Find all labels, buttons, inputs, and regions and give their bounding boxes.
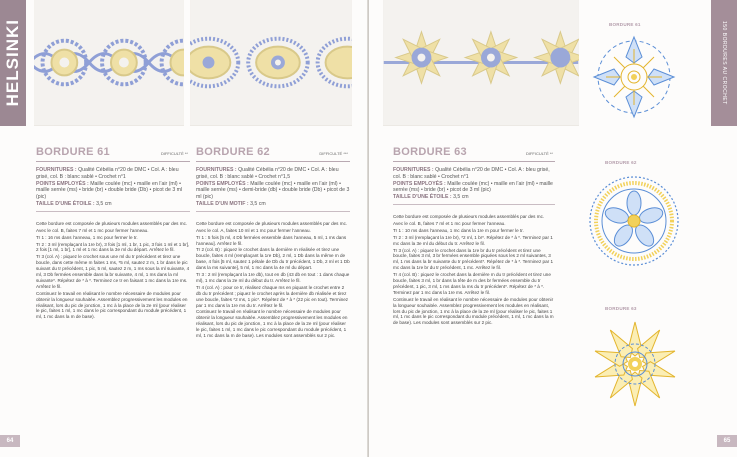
size-text: 3,5 cm [96, 200, 112, 207]
lace-photo-62 [190, 0, 352, 125]
left-page [0, 0, 368, 457]
supplies-label: FOURNITURES : [393, 167, 434, 173]
stitches-text: Maille coulée (mc) • maille en l’air (ml) • maille serrée (ms) • bride (br) • picot de 3 ml (pic) [393, 180, 553, 194]
instruction-paragraph: Tr 3 (col. A) : piquez le crochet dans la 1re br du tr précédent et tirez une boucle, faites 3 ml, 3 br fermées ensemble piquées sous les 2 ml suivantes, 3 ml, 1 ms dans la br suivante du tr précédent*. Répétez de * à *. Terminez par 1 mc dans la 1re br du tr précédent, 1 mc. Arrêtez le fil. [393, 247, 554, 271]
instruction-paragraph: Tr 3 (col. A) : piquez le crochet sous une ml du tr précédent et tirez une boucle, dans cette même m faites 1 ms, *5 ml, sautez 2 m, 1 br dans le pic suivant du tr précédent, 1 pic, 5 ml, sautez 2 m, 1 ms sous la ml suivante, 4 ml, 3 Db fermées ensemble dans la br suivante, 4 ml, 1 ms dans la ml suivante*. Répétez de * à *. Terminez ce tr en faisant 1 mc dans la 1re ms. Arrêtez le fil. [36, 254, 190, 289]
size-label: TAILLE D’UNE ÉTOILE : [393, 194, 452, 201]
instruction-paragraph: Continuez le travail en réalisant le nombre nécessaire de modules pour obtenir la longueur souhaitée. Assemblez progressivement les modules en réalisant, lors du pic de jonction, 1 mc à la place de la 2e ml (pour réaliser le pic, faites 1 ml, 1 mc dans le pic correspondant du module précédent, 1 ml, 1 mc dans la m de base). Les modules sont assemblés sur 2 pic. [196, 309, 348, 339]
stitches-label: POINTS EMPLOYÉS : [36, 180, 89, 187]
pattern-61-specs [36, 167, 190, 212]
pattern-61 [36, 146, 190, 321]
pattern-63-header [393, 146, 555, 162]
size-label: TAILLE D’UNE ÉTOILE : [36, 200, 95, 207]
lace-photo-63 [383, 0, 579, 125]
size-text: 3,5 cm [250, 200, 266, 207]
pattern-63-difficulty: DIFFICULTÉ ** [525, 151, 553, 156]
instruction-paragraph: Avec le col. B, faites 7 ml et 1 mc pour fermer l’anneau. [393, 220, 506, 226]
instruction-paragraph: Tr 1 : 16 ms dans l’anneau, 1 mc pour fermer le tr. [36, 234, 138, 240]
stitches-text: Maille coulée (mc) • maille en l’air (ml) • maille serrée (ms) • demi-bride (db) • double bride (Db) • picot de 3 ml (pic) [196, 180, 350, 201]
pattern-62-specs [196, 167, 350, 212]
instruction-paragraph: Continuez le travail en réalisant le nombre nécessaire de modules pour obtenir la longueur souhaitée. Assemblez progressivement les modules en réalisant, lors du pic de jonction, 1 mc à la place de la 2e ml (pour réaliser le pic, faites 1 ml, 1 mc dans le pic correspondant du module précédent, 1 ml, 1 mc dans la m de base). [36, 290, 188, 320]
instruction-paragraph: Avec le col. A, faites 10 ml et 1 mc pour fermer l’anneau. [196, 227, 311, 233]
pattern-62-header [196, 146, 350, 162]
pattern-61-difficulty: DIFFICULTÉ ** [160, 151, 188, 156]
instruction-paragraph: Tr 2 : 3 ml (remplaçant la 1re br), 3 fois [1 ml, 1 br, 1 pic, 3 fois 1 ml et 1 br], 2 fois [1 ml, 1 br], 1 ml et 1 mc dans la 3e ml du départ. Arrêtez le fil. [36, 241, 190, 253]
photo-bordure-63 [383, 0, 579, 126]
instruction-paragraph: Cette bordure est composée de plusieurs modules assemblés par des mc. [36, 220, 188, 226]
supplies-text: Qualité Cébélia n°20 de DMC • Col. A : bleu grisé, col. B : blanc sablé • Crochet n°1,5 [196, 167, 339, 180]
photo-bordure-62 [190, 0, 352, 126]
size-label: TAILLE D’UN MOTIF : [196, 200, 249, 207]
pattern-63 [393, 146, 555, 327]
instruction-paragraph: Avec le col. B, faites 7 ml et 1 mc pour fermer l’anneau. [36, 227, 149, 233]
stitches-text: Maille coulée (mc) • maille en l’air (ml) • maille serrée (ms) • bride (br) • double bride (Db) • picot de 3 ml (pic) [36, 180, 183, 201]
pattern-63-instructions [393, 214, 555, 326]
diagram-61 [591, 34, 677, 120]
supplies-text: Qualité Cébélia n°20 de DMC • Col. A : bleu grisé, col. B : blanc sablé • Crochet n°1 [36, 167, 179, 180]
chapter-tab [0, 0, 26, 126]
pattern-63-title: BORDURE 63 [393, 146, 467, 158]
diagram-62 [587, 174, 681, 268]
pattern-61-header [36, 146, 190, 162]
book-title-tab [711, 0, 737, 126]
chapter-tab-label: HELSINKI [3, 19, 22, 107]
diagram-63 [589, 318, 681, 410]
pattern-62 [196, 146, 350, 340]
stitches-label: POINTS EMPLOYÉS : [393, 180, 446, 187]
diagram-63-label: BORDURE 63 [605, 306, 637, 311]
instruction-paragraph: Cette bordure est composée de plusieurs modules assemblés par des mc. [393, 213, 545, 219]
lace-photo-61 [34, 0, 184, 125]
instruction-paragraph: Tr 2 : 3 ml (remplaçant la 1re br), *2 ml, 1 br*. Répétez de * à *. Terminez par 1 mc dans la 3e ml du début du tr. Arrêtez le fil. [393, 234, 553, 246]
page-number-right: 65 [717, 435, 737, 447]
page-number-left: 64 [0, 435, 20, 447]
supplies-label: FOURNITURES : [36, 167, 77, 173]
pattern-62-instructions [196, 221, 350, 339]
stitches-label: POINTS EMPLOYÉS : [196, 180, 249, 187]
supplies-text: Qualité Cébélia n°20 de DMC • Col. A : bleu grisé, col. B : blanc sablé • Crochet n°1 [393, 167, 550, 180]
instruction-paragraph: Tr 4 (col. A) : pour ce tr, réalisez chaque ms en piquant le crochet entre 2 db du tr précédent ; piquez le crochet après la dernière db réalisée et tirez une boucle, faites *2 ms, 1 pic*. Répétez de * à * (22 pic en tout). Terminez par 1 mc dans la 1re ms du tr. Arrêtez le fil. [196, 284, 349, 308]
instruction-paragraph: Tr 2 (col. B) : piquez le crochet dans la dernière m réalisée et tirez une boucle, faites 4 ml (remplaçant la 1re Db), 2 ml, 1 Db dans la même m de base, 4 fois [5 ml, sautez 1 pétale de Db du tr précédent, 1 Db, 2 ml et 1 Db dans la ms suivante], 5 ml, 1 mc dans la 4e ml du départ. [196, 247, 350, 271]
pattern-62-difficulty: DIFFICULTÉ *** [319, 151, 348, 156]
pattern-61-instructions [36, 221, 190, 321]
instruction-paragraph: Continuez le travail en réalisant le nombre nécessaire de modules pour obtenir la longueur souhaitée. Assemblez progressivement les modules en réalisant, lors du pic de jonction, 1 mc à la place de la 2e ml (pour réaliser le pic, faites 1 ml, 1 mc dans le pic correspondant du module précédent, 1 ml, 1 mc dans la m de base). Les modules sont assemblés sur 2 pic. [393, 296, 554, 326]
supplies-label: FOURNITURES : [196, 167, 237, 173]
pattern-62-title: BORDURE 62 [196, 146, 270, 158]
instruction-paragraph: Tr 3 : 2 ml (remplaçant la 1re db), tout en db (43 db en tout : 1 dans chaque ml), 1 mc dans la 2e ml du début du tr. Arrêtez le fil. [196, 272, 350, 283]
photo-bordure-61 [34, 0, 184, 126]
size-text: 3,5 cm [453, 194, 469, 201]
pattern-63-specs [393, 167, 555, 205]
instruction-paragraph: Tr 1 : 5 fois [5 ml, 4 Db fermées ensemble dans l’anneau, 5 ml, 1 ms dans l’anneau]. Arrêtez le fil. [196, 234, 347, 246]
diagram-61-label: BORDURE 61 [609, 22, 641, 27]
book-title-label: 150 BORDURES AU CROCHET [721, 21, 727, 105]
instruction-paragraph: Cette bordure est composée de plusieurs modules assemblés par des mc. [196, 220, 348, 226]
instruction-paragraph: Tr 1 : 10 ms dans l’anneau, 1 mc dans la 1re m pour fermer le tr. [393, 227, 524, 233]
pattern-61-title: BORDURE 61 [36, 146, 110, 158]
right-page [369, 0, 737, 457]
diagram-62-label: BORDURE 62 [605, 160, 637, 165]
instruction-paragraph: Tr 4 (col. B) : piquez le crochet dans la dernière m du tr précédent et tirez une boucle, faites 3 ml, 1 br dans la tête de m des br fermées ensemble du tr précédent, 1 pic, 3 ml, 1 ms dans la ms du tr précédent*. Répétez de * à *. Terminez par 1 mc dans la 1re ms. Arrêtez le fil. [393, 272, 551, 295]
